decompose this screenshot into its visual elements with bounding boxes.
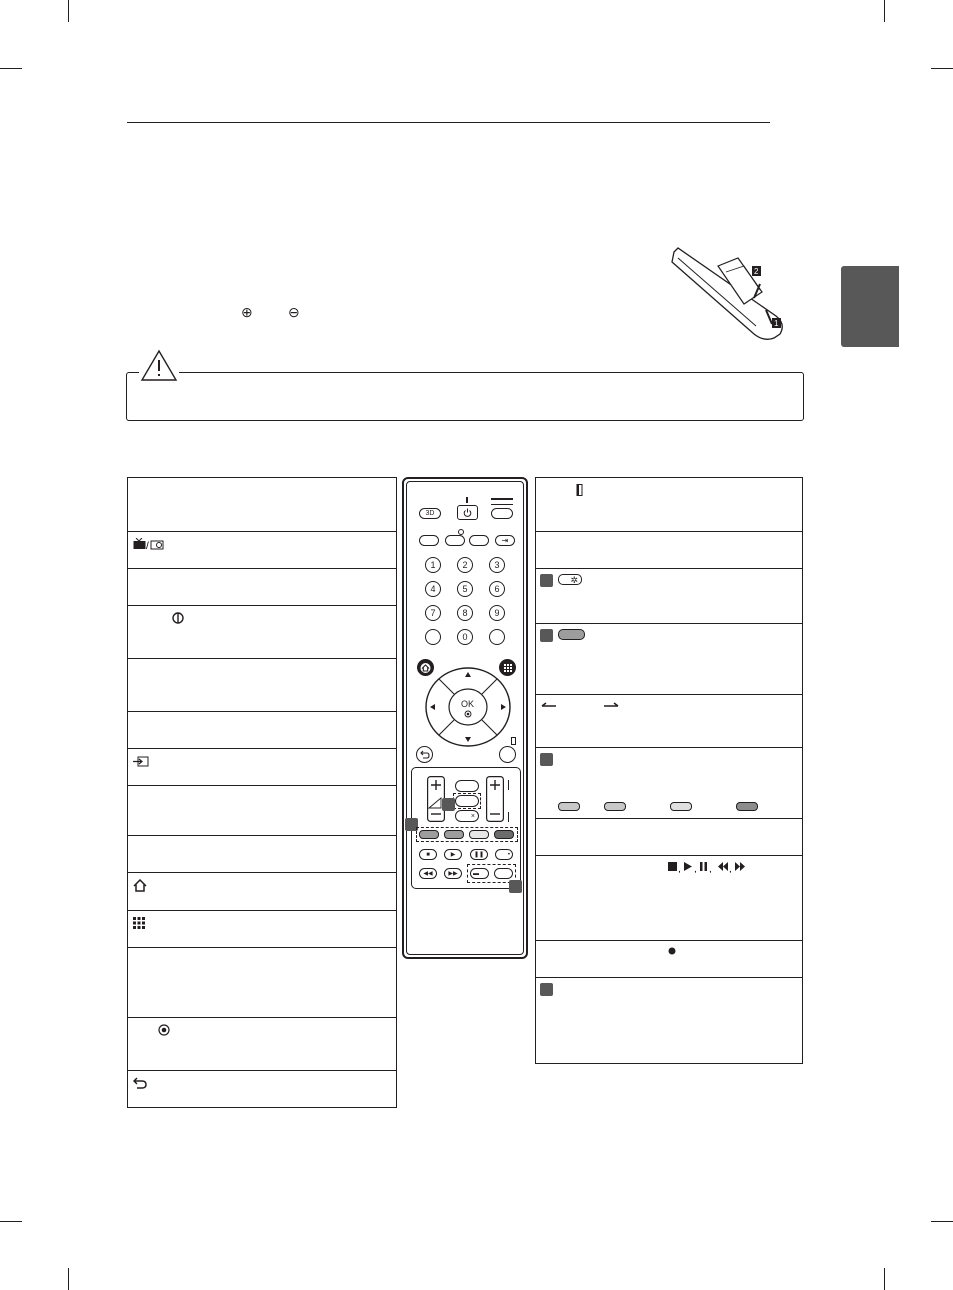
remote-mute-button[interactable]: × [455, 810, 479, 822]
remote-nav-ring[interactable] [424, 666, 512, 748]
header-rule [127, 122, 770, 123]
table-row [127, 532, 397, 569]
svg-text:,: , [709, 864, 712, 873]
table-row [127, 569, 397, 606]
crop-mark [68, 1268, 69, 1290]
left-button-table [127, 477, 397, 1108]
remote-power-mark [466, 497, 468, 503]
remote-flashbk-button[interactable] [489, 629, 505, 645]
remote-guide-button[interactable] [499, 746, 516, 763]
caution-rule [300, 372, 802, 373]
chapter-tab [841, 266, 899, 347]
settings-key-icon: ✲ [558, 574, 582, 585]
table-row [127, 1018, 397, 1071]
remote-key-a[interactable] [419, 535, 439, 546]
table-row [535, 478, 803, 532]
remote-digit-3[interactable]: 3 [489, 557, 505, 573]
record-icon [668, 947, 676, 955]
crop-mark [931, 68, 953, 69]
table-row [535, 748, 803, 819]
remote-play-button[interactable]: ▶ [444, 849, 462, 860]
right-button-table [535, 477, 803, 1064]
remote-fav-button[interactable] [455, 780, 479, 792]
table-row [127, 836, 397, 873]
home-icon [133, 879, 147, 894]
table-row [127, 749, 397, 786]
blue-key-icon [736, 802, 758, 811]
crop-mark [0, 1221, 22, 1222]
remote-text-button[interactable] [494, 868, 513, 879]
table-row [535, 856, 803, 941]
remote-led-dot [458, 529, 464, 535]
table-row [127, 1071, 397, 1108]
remote-guide-mark [511, 737, 516, 745]
plus-icon: ⊕ [241, 304, 253, 320]
remote-digit-6[interactable]: 6 [489, 581, 505, 597]
remote-blue-button[interactable] [494, 830, 514, 839]
remote-stop-button[interactable]: ■ [419, 849, 437, 860]
table-row [535, 569, 803, 624]
remote-ff-button[interactable]: ▶▶ [444, 868, 462, 879]
red-key-icon [558, 802, 580, 811]
crop-mark [0, 68, 22, 69]
remote-yellow-button[interactable] [469, 830, 489, 839]
marker-2-on-remote [442, 798, 455, 811]
table-row [127, 712, 397, 749]
yellow-key-icon [670, 802, 692, 811]
grid-menu-icon [133, 917, 145, 931]
marker-2-outline [453, 793, 481, 809]
svg-text:,: , [694, 864, 697, 873]
remote-input-button[interactable]: ⇥ [495, 535, 515, 546]
table-row [127, 873, 397, 911]
caution-box [126, 372, 804, 421]
power-info-icon [172, 612, 184, 626]
svg-text:,: , [729, 864, 732, 873]
table-row [535, 978, 803, 1064]
warning-icon [139, 348, 179, 384]
svg-text:/: / [146, 541, 149, 550]
remote-channel-rocker[interactable] [486, 776, 504, 822]
remote-digit-7[interactable]: 7 [425, 605, 441, 621]
table-row [127, 911, 397, 948]
remote-green-button[interactable] [444, 830, 464, 839]
marker-4-on-remote [509, 880, 522, 893]
green-key-icon [604, 802, 626, 811]
gray-key-icon [558, 629, 585, 640]
remote-list-button[interactable] [425, 629, 441, 645]
table-row [127, 659, 397, 712]
remote-av-mode-button[interactable] [491, 508, 513, 519]
back-icon [133, 1077, 147, 1091]
table-row [127, 948, 397, 1018]
remote-ch-up-mark [508, 780, 509, 790]
page-arrow-icons [540, 701, 620, 709]
table-row [127, 606, 397, 659]
table-row [535, 941, 803, 978]
remote-key-c[interactable] [469, 535, 489, 546]
crop-mark [931, 1221, 953, 1222]
table-row [535, 624, 803, 695]
minus-icon: ⊖ [288, 304, 300, 320]
ok-wheel-icon [158, 1024, 170, 1038]
step-1-label: 1 [774, 319, 779, 328]
input-icon [133, 755, 149, 769]
remote-back-button[interactable] [416, 746, 433, 763]
guide-icon [576, 484, 584, 498]
crop-mark [68, 0, 69, 22]
table-row [127, 478, 397, 532]
remote-record-button[interactable]: • [495, 849, 513, 860]
remote-digit-0[interactable]: 0 [457, 629, 473, 645]
remote-ch-down-mark [508, 812, 509, 822]
marker-4 [540, 983, 553, 996]
remote-ok-label: OK [461, 699, 475, 709]
remote-pause-button[interactable]: ❚❚ [470, 849, 488, 860]
marker-3 [540, 753, 553, 766]
battery-cover-figure [668, 246, 790, 342]
table-row [535, 532, 803, 569]
step-2-label: 2 [754, 267, 759, 276]
remote-red-button[interactable] [419, 830, 439, 839]
marker-2 [540, 629, 553, 642]
table-row [535, 819, 803, 856]
remote-rewind-button[interactable]: ◀◀ [419, 868, 437, 879]
remote-sub-button[interactable]: ▬ [470, 868, 489, 879]
remote-digit-8[interactable]: 8 [457, 605, 473, 621]
playback-icons [666, 861, 756, 873]
remote-key-b[interactable] [445, 535, 465, 546]
remote-digit-1[interactable]: 1 [425, 557, 441, 573]
remote-digit-9[interactable]: 9 [489, 605, 505, 621]
remote-digit-2[interactable]: 2 [457, 557, 473, 573]
marker-1 [540, 574, 553, 587]
table-row [535, 695, 803, 748]
remote-digit-5[interactable]: 5 [457, 581, 473, 597]
remote-3d-button[interactable]: 3D [419, 508, 441, 519]
tv-radio-icon [133, 538, 165, 552]
crop-mark [884, 0, 885, 22]
svg-text:,: , [678, 864, 681, 873]
crop-mark [884, 1268, 885, 1290]
table-row [127, 786, 397, 836]
remote-digit-4[interactable]: 4 [425, 581, 441, 597]
remote-power-button[interactable] [457, 505, 478, 520]
remote-av-mode-label [491, 498, 513, 505]
